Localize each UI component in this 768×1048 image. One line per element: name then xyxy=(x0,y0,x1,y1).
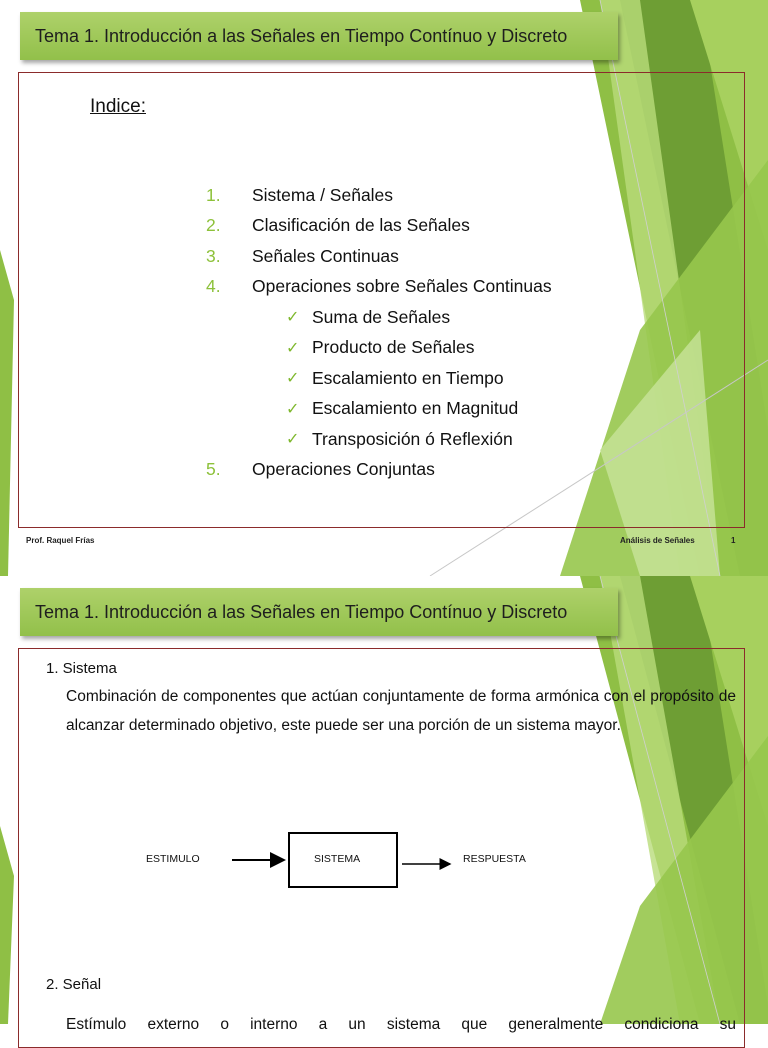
section-heading: 2. Señal xyxy=(46,976,102,993)
item-number: 1. xyxy=(206,184,221,205)
table-of-contents xyxy=(206,180,552,485)
sub-list-item xyxy=(206,333,552,364)
slide-2 xyxy=(0,576,768,1033)
checkmark-icon: ✓ xyxy=(286,370,300,388)
index-heading: Indice: xyxy=(90,96,146,117)
section-paragraph: Combinación de componentes que actúan conjuntamente de forma armónica con el propósito de alcanzar determinado objetivo, este puede ser una porción de un sistema mayor. xyxy=(66,688,736,734)
list-item xyxy=(206,241,552,272)
slide-title: Tema 1. Introducción a las Señales en Tiempo Contínuo y Discreto xyxy=(20,12,618,60)
section-paragraph: Estímulo externo o interno a un sistema que generalmente condiciona su xyxy=(66,1016,736,1033)
footer-author: Prof. Raquel Frías xyxy=(26,536,95,545)
checkmark-icon: ✓ xyxy=(286,431,300,449)
item-number: 2. xyxy=(206,215,221,236)
sub-list-item xyxy=(206,363,552,394)
item-text: Clasificación de las Señales xyxy=(252,215,470,236)
sub-item-text: Transposición ó Reflexión xyxy=(312,428,513,449)
list-item xyxy=(206,180,552,211)
checkmark-icon: ✓ xyxy=(286,400,300,418)
item-number: 4. xyxy=(206,276,221,297)
sub-list-item xyxy=(206,424,552,455)
checkmark-icon: ✓ xyxy=(286,339,300,357)
diagram-output-label: RESPUESTA xyxy=(463,853,526,865)
item-text: Operaciones sobre Señales Continuas xyxy=(252,276,552,297)
list-item xyxy=(206,455,552,486)
item-text: Operaciones Conjuntas xyxy=(252,459,435,480)
item-text: Sistema / Señales xyxy=(252,184,394,205)
footer-course: Análisis de Señales xyxy=(620,536,695,545)
sub-item-text: Escalamiento en Magnitud xyxy=(312,398,519,419)
diagram-input-label: ESTIMULO xyxy=(146,853,200,865)
sub-item-text: Suma de Señales xyxy=(312,306,451,327)
sub-item-text: Escalamiento en Tiempo xyxy=(312,367,504,388)
list-item xyxy=(206,211,552,242)
page-number: 1 xyxy=(731,536,736,545)
item-number: 5. xyxy=(206,459,221,480)
sub-item-text: Producto de Señales xyxy=(312,337,475,358)
item-number: 3. xyxy=(206,245,221,266)
list-item xyxy=(206,272,552,303)
slide-title: Tema 1. Introducción a las Señales en Tiempo Contínuo y Discreto xyxy=(20,588,618,636)
checkmark-icon: ✓ xyxy=(286,309,300,327)
item-text: Señales Continuas xyxy=(252,245,399,266)
sub-list-item xyxy=(206,302,552,333)
sub-list-item xyxy=(206,394,552,425)
section-heading: 1. Sistema xyxy=(46,660,117,677)
diagram-system-label: SISTEMA xyxy=(314,853,361,865)
